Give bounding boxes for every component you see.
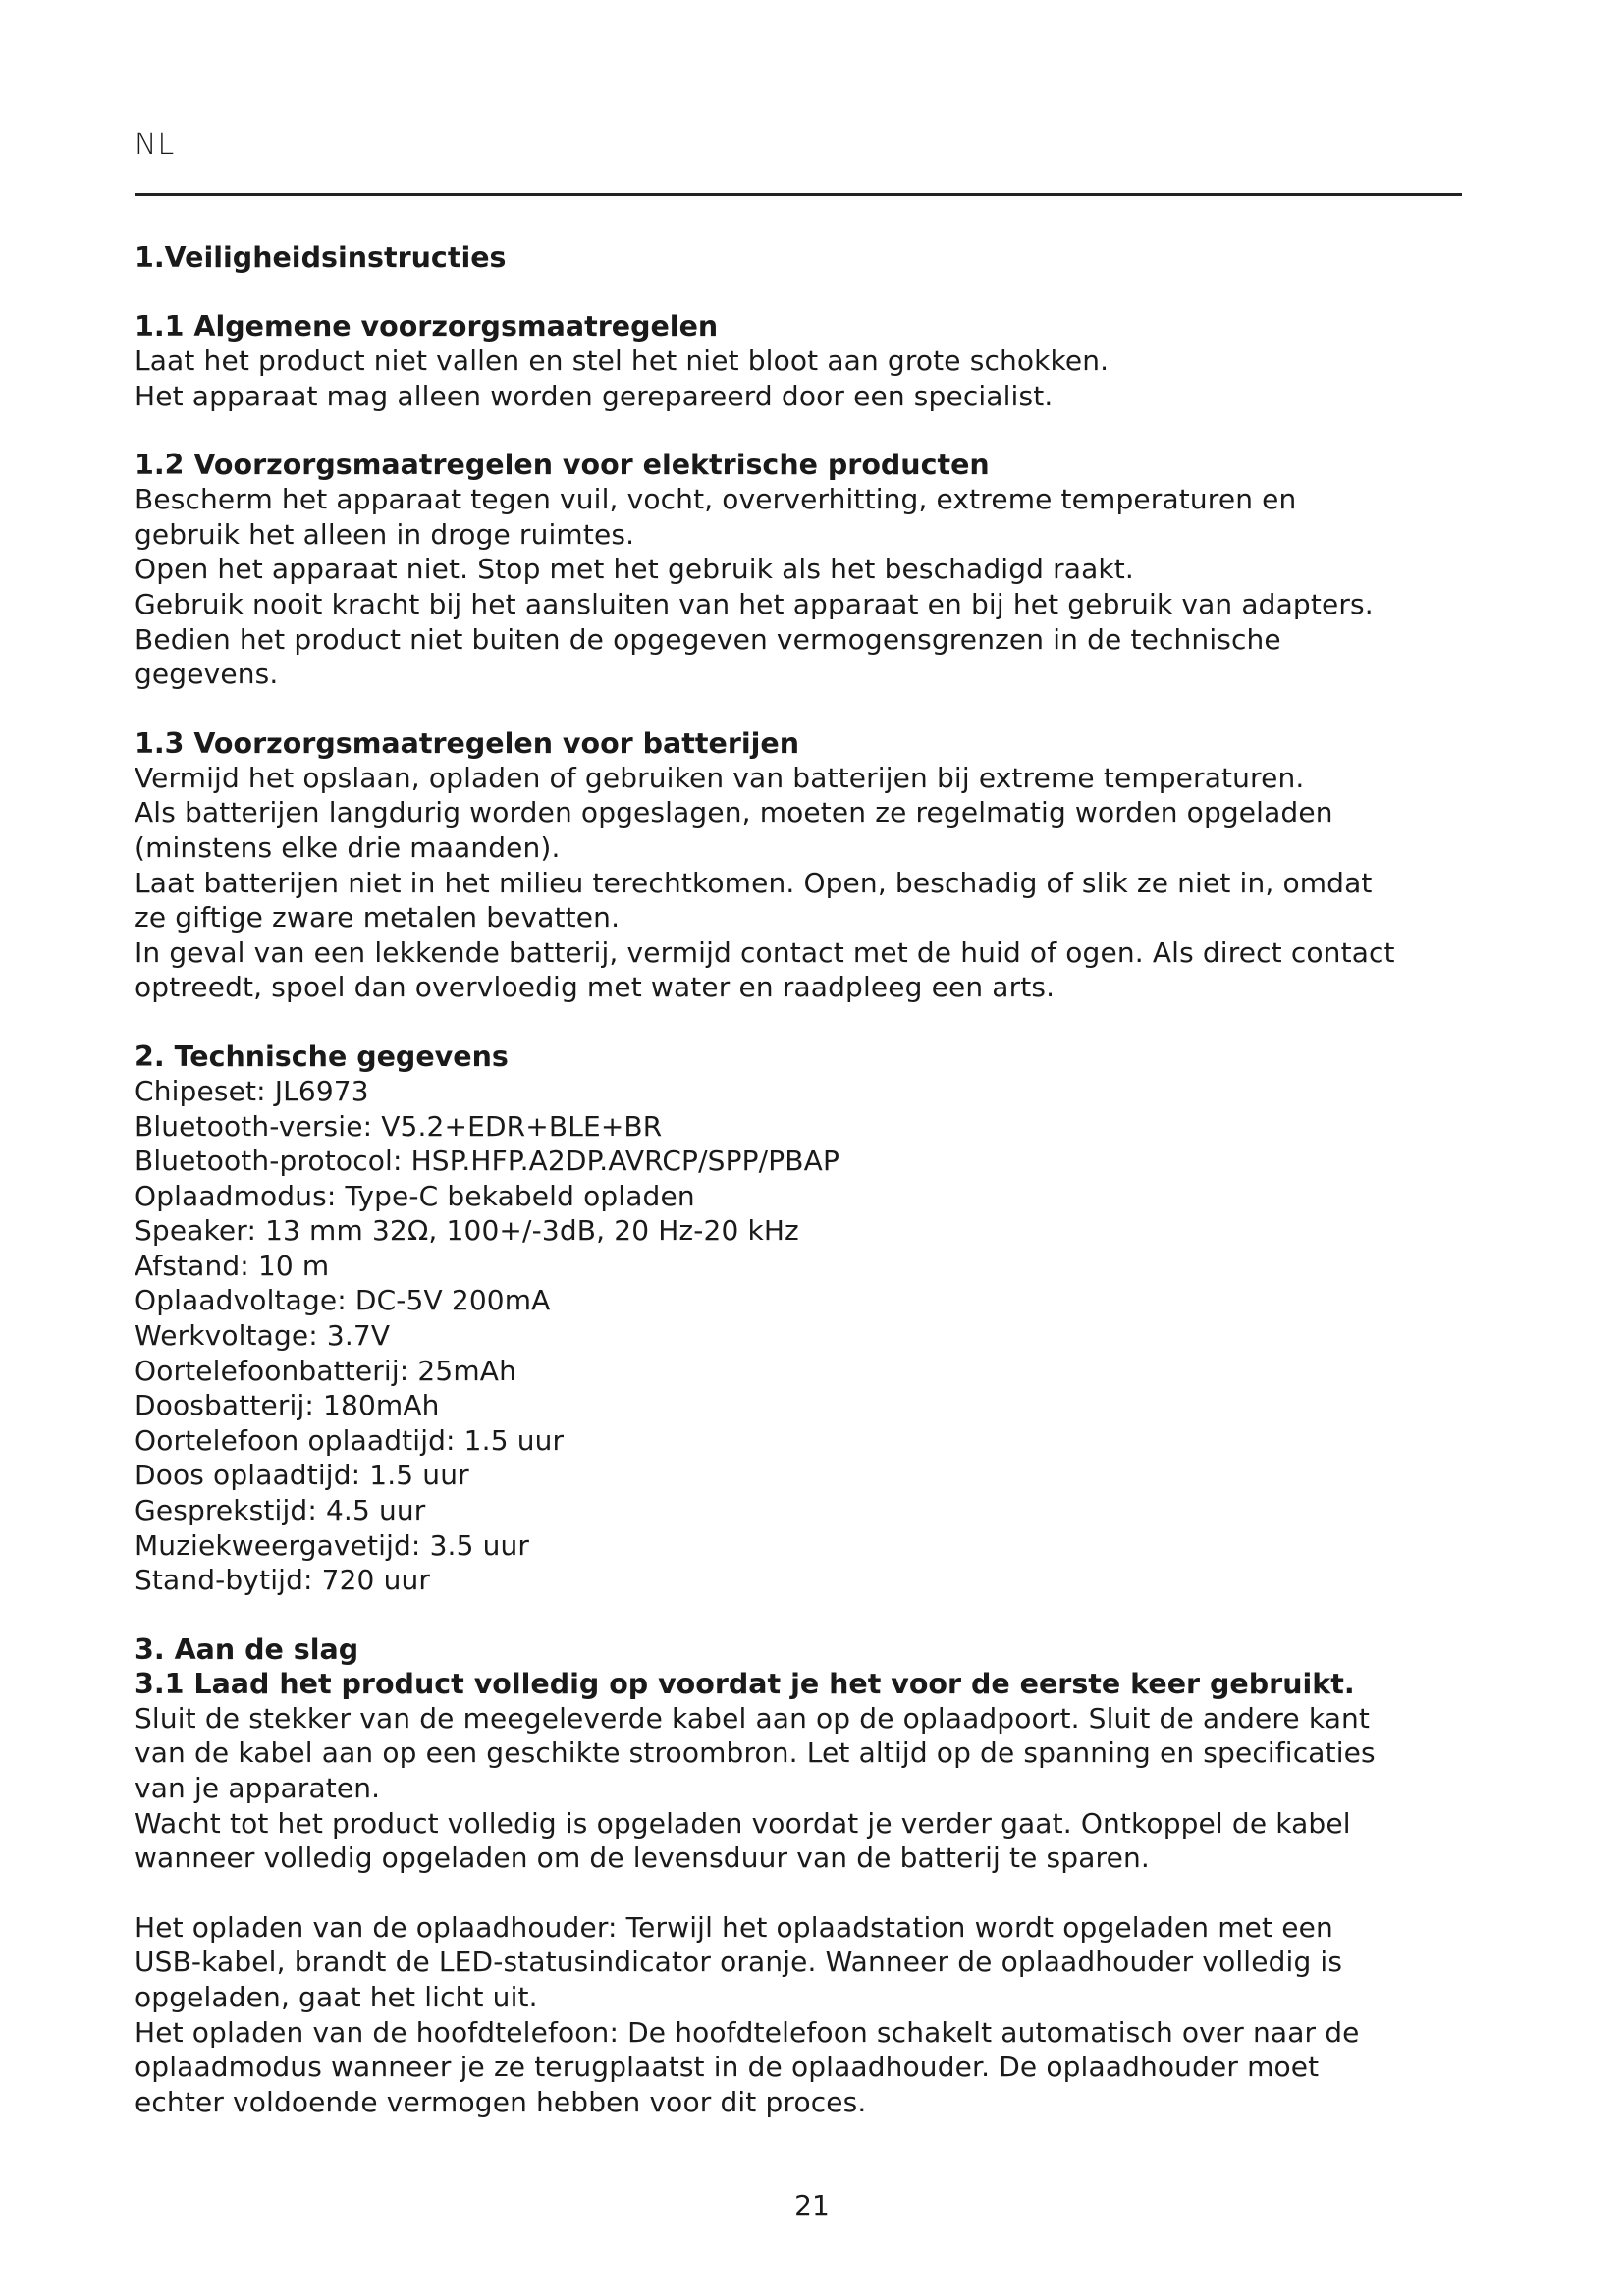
spec-line: Afstand: 10 m [135,1249,330,1282]
paragraph-line: gegevens. [135,658,279,691]
paragraph-line: van je apparaten. [135,1772,381,1804]
spec-line: Werkvoltage: 3.7V [135,1319,391,1353]
spec-line: Speaker: 13 mm 32Ω, 100+/-3dB, 20 Hz-20 kHz [135,1214,799,1248]
document-body [135,240,1470,2119]
spacer [135,1598,1470,1632]
spacer [135,1005,1470,1040]
paragraph-line: Laat batterijen niet in het milieu terechtkomen. Open, beschadig of slik ze niet in, omdat [135,866,1373,899]
spec-line: Doos oplaadtijd: 1.5 uur [135,1459,469,1492]
paragraph-line: Het opladen van de hoofdtelefoon: De hoofdtelefoon schakelt automatisch over naar de [135,2015,1360,2049]
paragraph-line: opgeladen, gaat het licht uit. [135,1980,538,2013]
paragraph-line: Het opladen van de oplaadhouder: Terwijl het oplaadstation wordt opgeladen met een [135,1910,1333,1944]
spec-line: Muziekweergavetijd: 3.5 uur [135,1528,530,1562]
header-divider [135,193,1462,196]
section-1-heading: 1.Veiligheidsinstructies [135,241,507,274]
page-number: 21 [794,2189,830,2221]
spacer [135,692,1470,726]
paragraph-line: wanneer volledig opgeladen om de levensduur van de batterij te sparen. [135,1842,1150,1875]
paragraph-line: In geval van een lekkende batterij, vermijd contact met de huid of ogen. Als direct contact [135,935,1395,969]
paragraph-line: USB-kabel, brandt de LED-statusindicator oranje. Wanneer de oplaadhouder volledig is [135,1946,1343,1979]
section-1-1-heading: 1.1 Algemene voorzorgsmaatregelen [135,310,719,343]
paragraph-line: Vermijd het opslaan, opladen of gebruiken van batterijen bij extreme temperaturen. [135,761,1305,794]
paragraph-line: (minstens elke drie maanden). [135,830,561,864]
section-3-1-heading: 3.1 Laad het product volledig op voordat je het voor de eerste keer gebruikt. [135,1667,1355,1700]
section-2-heading: 2. Technische gegevens [135,1040,509,1073]
spec-line: Doosbatterij: 180mAh [135,1389,440,1422]
paragraph-line: Open het apparaat niet. Stop met het gebruik als het beschadigd raakt. [135,553,1134,586]
paragraph-line: Wacht tot het product volledig is opgeladen voordat je verder gaat. Ontkoppel de kabel [135,1806,1351,1840]
spec-line: Gesprekstijd: 4.5 uur [135,1494,426,1527]
paragraph-line: Gebruik nooit kracht bij het aansluiten van het apparaat en bij het gebruik van adapters. [135,587,1374,620]
section-3-heading: 3. Aan de slag [135,1632,359,1666]
paragraph-line: Laat het product niet vallen en stel het niet bloot aan grote schokken. [135,345,1110,377]
section-1-2-heading: 1.2 Voorzorgsmaatregelen voor elektrische producten [135,449,990,482]
paragraph-line: echter voldoende vermogen hebben voor dit proces. [135,2085,867,2118]
paragraph-line: Bedien het product niet buiten de opgegeven vermogensgrenzen in de technische [135,622,1281,656]
paragraph-line: oplaadmodus wanneer je ze terugplaatst in de oplaadhouder. De oplaadhouder moet [135,2051,1320,2084]
paragraph-line: optreedt, spoel dan overvloedig met water en raadpleeg een arts. [135,971,1056,1004]
paragraph-line: Bescherm het apparaat tegen vuil, vocht, oververhitting, extreme temperaturen en [135,483,1297,516]
spec-line: Chipeset: JL6973 [135,1074,369,1107]
spec-line: Oortelefoonbatterij: 25mAh [135,1354,516,1387]
spec-line: Oplaadvoltage: DC-5V 200mA [135,1284,551,1317]
paragraph-line: ze giftige zware metalen bevatten. [135,901,621,934]
section-1-3-heading: 1.3 Voorzorgsmaatregelen voor batterijen [135,726,800,760]
spec-line: Bluetooth-protocol: HSP.HFP.A2DP.AVRCP/SPP/PBAP [135,1145,839,1178]
paragraph-line: Sluit de stekker van de meegeleverde kabel aan op de oplaadpoort. Sluit de andere kant [135,1701,1371,1735]
spec-line: Oplaadmodus: Type-C bekabeld opladen [135,1179,695,1212]
paragraph-line: van de kabel aan op een geschikte stroombron. Let altijd op de spanning en specificaties [135,1736,1376,1770]
spec-line: Bluetooth-versie: V5.2+EDR+BLE+BR [135,1109,663,1143]
language-label: NL [135,128,176,162]
paragraph-line: gebruik het alleen in droge ruimtes. [135,517,635,551]
spacer [135,1876,1470,1910]
paragraph-line: Het apparaat mag alleen worden gerepareerd door een specialist. [135,379,1054,412]
spacer [135,275,1470,309]
paragraph-line: Als batterijen langdurig worden opgeslagen, moeten ze regelmatig worden opgeladen [135,796,1333,829]
spacer [135,413,1470,448]
spec-line: Oortelefoon oplaadtijd: 1.5 uur [135,1423,565,1457]
spec-line: Stand-bytijd: 720 uur [135,1564,431,1597]
